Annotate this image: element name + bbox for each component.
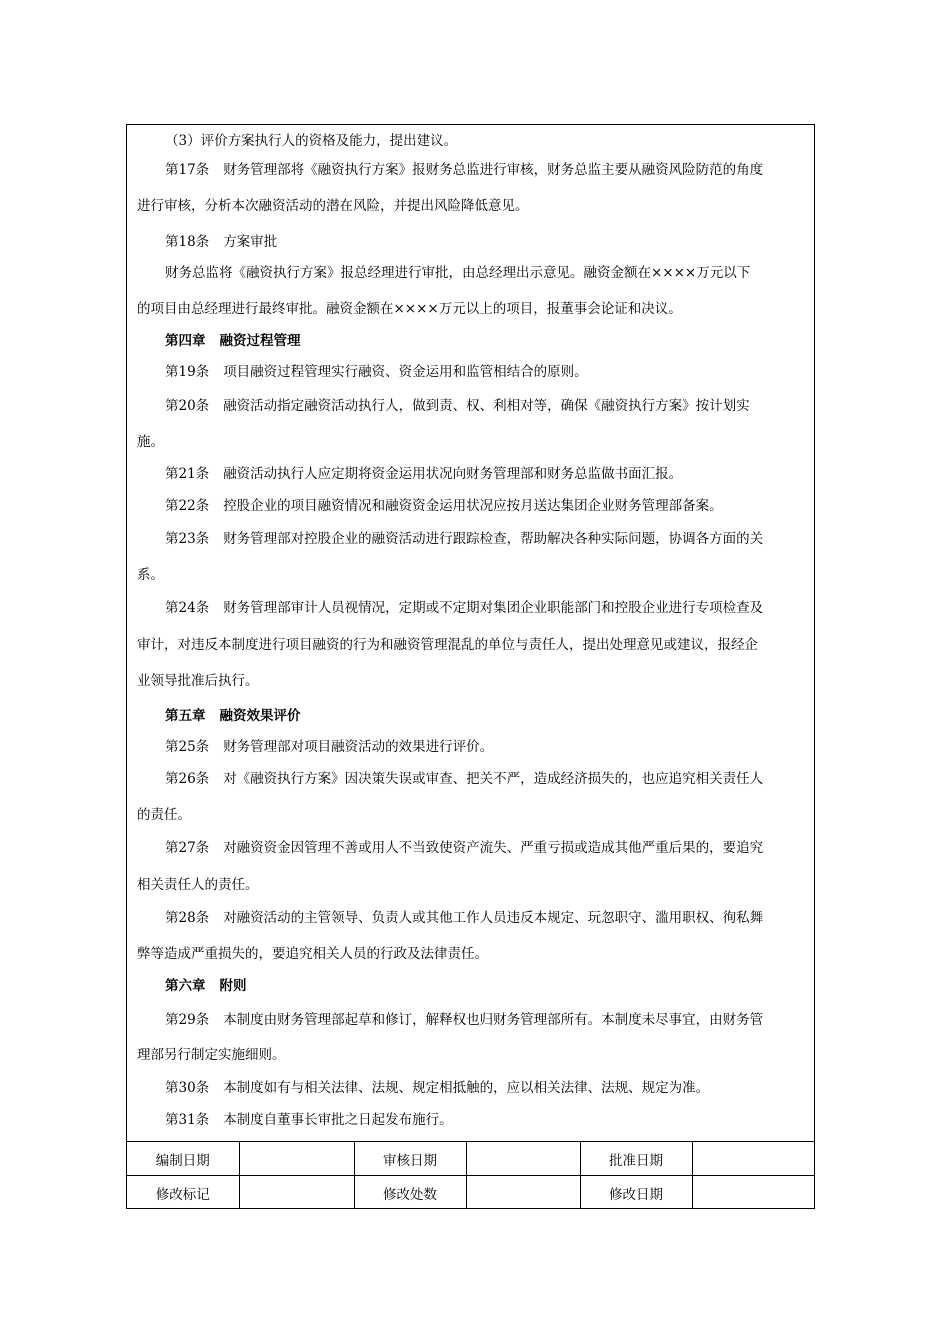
compile-date-label: 编制日期 [127,1142,239,1176]
article-25: 第25条 财务管理部对项目融资活动的效果进行评价。 [165,739,494,755]
approve-date-label: 批准日期 [580,1142,692,1176]
paragraph: 业领导批准后执行。 [137,673,259,689]
chapter-4-heading: 第四章 融资过程管理 [165,333,301,349]
paragraph: 弊等造成严重损失的，要追究相关人员的行政及法律责任。 [137,946,488,962]
paragraph: 进行审核，分析本次融资活动的潜在风险，并提出风险降低意见。 [137,198,529,214]
article-31: 第31条 本制度自董事长审批之日起发布施行。 [165,1112,453,1128]
article-30: 第30条 本制度如有与相关法律、法规、规定相抵触的，应以相关法律、法规、规定为准。 [165,1080,710,1096]
chapter-5-heading: 第五章 融资效果评价 [165,708,301,724]
article-29: 第29条 本制度由财务管理部起草和修订，解释权也归财务管理部所有。本制度未尽事宜，由财务管 [165,1012,764,1028]
revision-date-value [692,1176,814,1210]
article-26: 第26条 对《融资执行方案》因决策失误或审查、把关不严，造成经济损失的，也应追究相关责任人 [165,771,764,787]
article-20: 第20条 融资活动指定融资活动执行人，做到责、权、利相对等，确保《融资执行方案》按计划实 [165,398,750,414]
article-19: 第19条 项目融资过程管理实行融资、资金运用和监管相结合的原则。 [165,364,588,380]
signoff-row-dates [127,1142,814,1176]
review-date-value [466,1142,580,1176]
paragraph: 系。 [137,567,164,583]
revision-mark-label: 修改标记 [127,1176,239,1210]
paragraph: （3）评价方案执行人的资格及能力，提出建议。 [165,133,458,149]
article-21: 第21条 融资活动执行人应定期将资金运用状况向财务管理部和财务总监做书面汇报。 [165,466,683,482]
paragraph: 财务总监将《融资执行方案》报总经理进行审批，由总经理出示意见。融资金额在××××万元以下 [165,265,751,281]
review-date-label: 审核日期 [354,1142,466,1176]
paragraph: 的项目由总经理进行最终审批。融资金额在××××万元以上的项目，报董事会论证和决议。 [137,301,682,317]
chapter-6-heading: 第六章 附则 [165,978,247,994]
article-24: 第24条 财务管理部审计人员视情况，定期或不定期对集团企业职能部门和控股企业进行专项检查及 [165,600,764,616]
article-17: 第17条 财务管理部将《融资执行方案》报财务总监进行审核，财务总监主要从融资风险防范的角度 [165,162,764,178]
document-body [127,125,814,1142]
article-18: 第18条 方案审批 [165,234,278,250]
document-frame [126,124,815,1209]
article-22: 第22条 控股企业的项目融资情况和融资资金运用状况应按月送达集团企业财务管理部备案。 [165,498,723,514]
paragraph: 的责任。 [137,807,191,823]
signoff-row-revisions [127,1176,814,1210]
paragraph: 施。 [137,434,164,450]
approve-date-value [692,1142,814,1176]
paragraph: 审计，对违反本制度进行项目融资的行为和融资管理混乱的单位与责任人，提出处理意见或建议，报经企 [137,637,758,653]
article-28: 第28条 对融资活动的主管领导、负责人或其他工作人员违反本规定、玩忽职守、滥用职权、徇私舞 [165,910,764,926]
revision-count-value [466,1176,580,1210]
compile-date-value [239,1142,354,1176]
revision-date-label: 修改日期 [580,1176,692,1210]
article-27: 第27条 对融资资金因管理不善或用人不当致使资产流失、严重亏损或造成其他严重后果的，要追究 [165,840,764,856]
paragraph: 相关责任人的责任。 [137,877,259,893]
article-23: 第23条 财务管理部对控股企业的融资活动进行跟踪检查，帮助解决各种实际问题，协调各方面的关 [165,531,764,547]
revision-mark-value [239,1176,354,1210]
revision-count-label: 修改处数 [354,1176,466,1210]
signoff-table [127,1141,814,1209]
paragraph: 理部另行制定实施细则。 [137,1047,286,1063]
